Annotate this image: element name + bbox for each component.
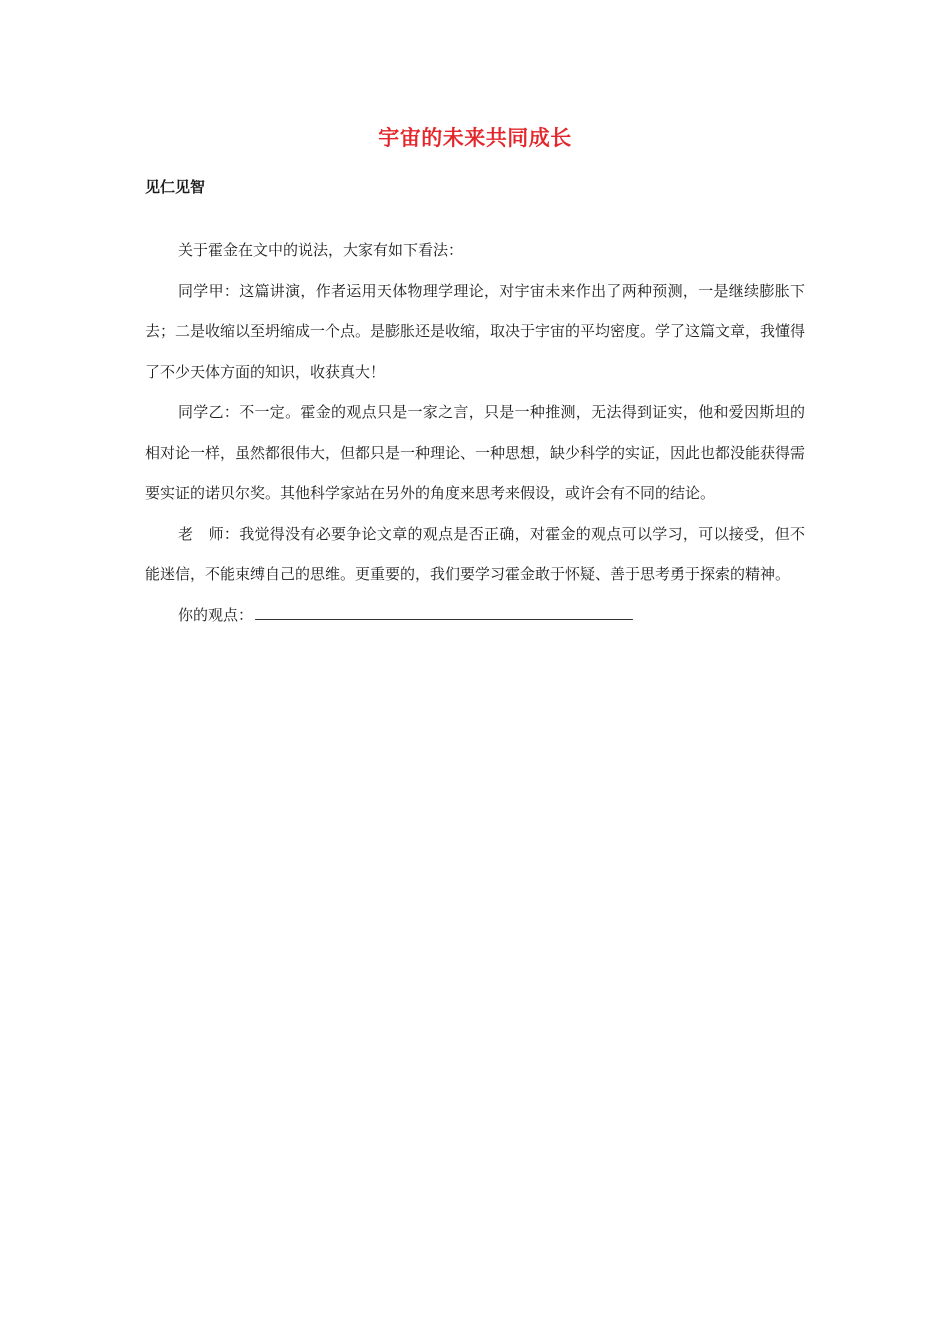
document-body	[145, 230, 805, 635]
section-heading: 见仁见智	[145, 178, 206, 196]
answer-blank-line[interactable]	[255, 605, 633, 620]
opinion-paragraph-student-a: 同学甲：这篇讲演，作者运用天体物理学理论，对宇宙未来作出了两种预测，一是继续膨胀下去；二是收缩以至坍缩成一个点。是膨胀还是收缩，取决于宇宙的平均密度。学了这篇文章，我懂得了不少天体方面的知识，收获真大！	[145, 281, 806, 381]
page-title: 宇宙的未来共同成长	[378, 126, 572, 150]
intro-paragraph: 关于霍金在文中的说法，大家有如下看法：	[178, 241, 464, 259]
opinion-paragraph-teacher: 老 师：我觉得没有必要争论文章的观点是否正确，对霍金的观点可以学习，可以接受，但不能迷信，不能束缚自己的思维。更重要的，我们要学习霍金敢于怀疑、善于思考勇于探索的精神。	[145, 524, 805, 583]
opinion-paragraph-student-b: 同学乙：不一定。霍金的观点只是一家之言，只是一种推测，无法得到证实，他和爱因斯坦的相对论一样，虽然都很伟大，但都只是一种理论、一种思想，缺少科学的实证，因此也都没能获得需要实证的诺贝尔奖。其他科学家站在另外的角度来思考来假设，或许会有不同的结论。	[145, 403, 806, 502]
your-opinion-label: 你的观点：	[178, 605, 254, 624]
your-opinion-row	[145, 595, 805, 636]
